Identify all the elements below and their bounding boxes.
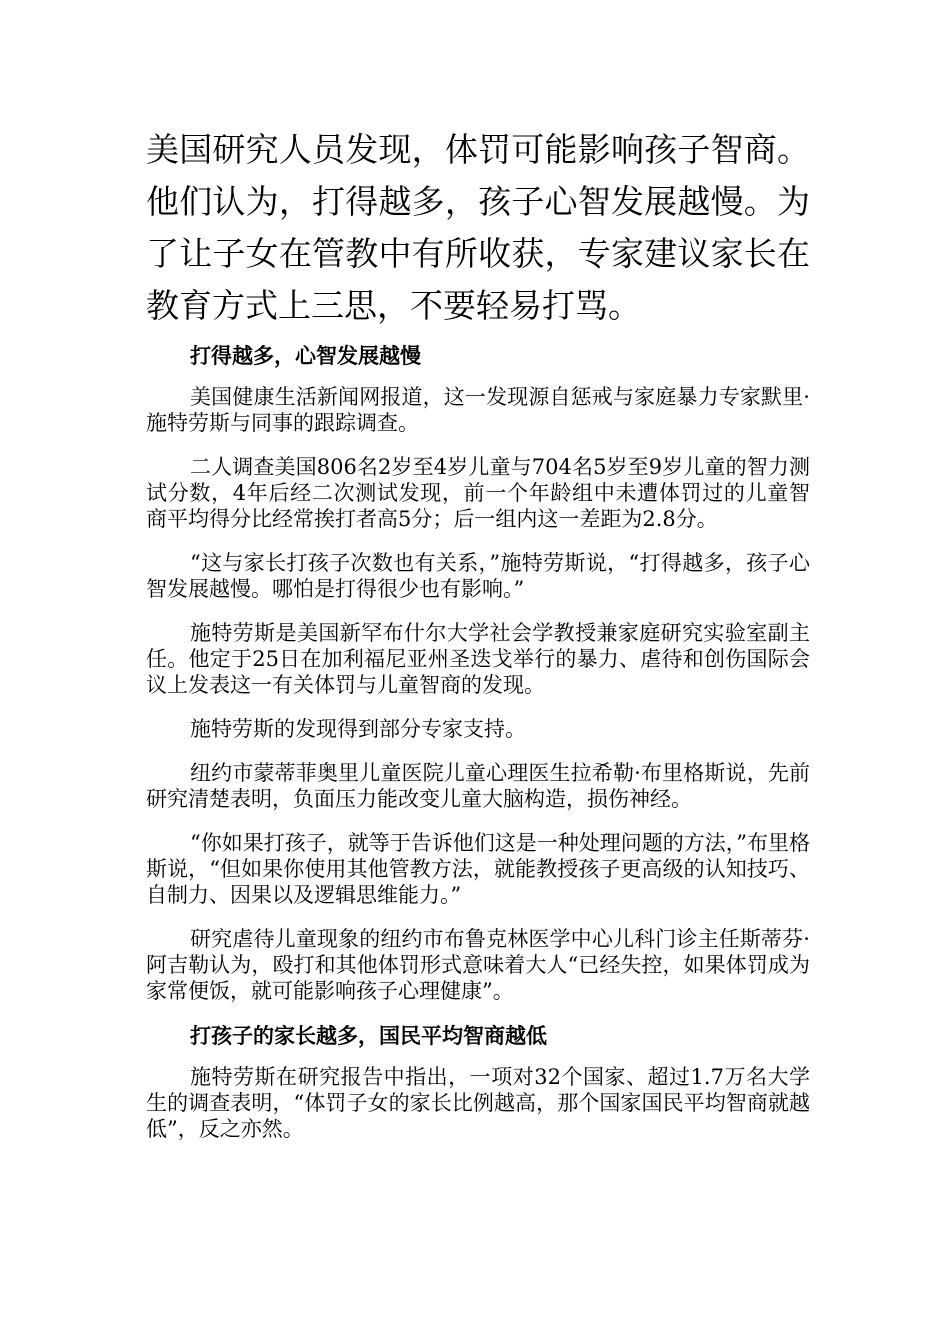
body-paragraph: 纽约市蒙蒂菲奥里儿童医院儿童心理医生拉希勒·布里格斯说，先前研究清楚表明，负面压力能改变儿童大脑构造，损伤神经。 <box>146 761 810 811</box>
article-body <box>146 336 810 1160</box>
body-paragraph: 美国健康生活新闻网报道，这一发现源自惩戒与家庭暴力专家默里·施特劳斯与同事的跟踪调查。 <box>146 385 810 435</box>
body-paragraph: 研究虐待儿童现象的纽约市布鲁克林医学中心儿科门诊主任斯蒂芬·阿吉勒认为，殴打和其他体罚形式意味着大人“已经失控，如果体罚成为家常便饭，就可能影响孩子心理健康”。 <box>146 927 810 1003</box>
body-paragraph: 施特劳斯是美国新罕布什尔大学社会学教授兼家庭研究实验室副主任。他定于25日在加利福尼亚州圣迭戈举行的暴力、虐待和创伤国际会议上发表这一有关体罚与儿童智商的发现。 <box>146 621 810 697</box>
body-paragraph: 二人调查美国806名2岁至4岁儿童与704名5岁至9岁儿童的智力测试分数，4年后经二次测试发现，前一个年龄组中未遭体罚过的儿童智商平均得分比经常挨打者高5分；后一组内这一差距为2.8分。 <box>146 455 810 531</box>
body-paragraph: “这与家长打孩子次数也有关系，”施特劳斯说，“打得越多，孩子心智发展越慢。哪怕是打得很少也有影响。” <box>146 551 810 601</box>
lead-paragraph: 美国研究人员发现，体罚可能影响孩子智商。他们认为，打得越多，孩子心智发展越慢。为了让子女在管教中有所收获，专家建议家长在教育方式上三思，不要轻易打骂。 <box>146 130 810 325</box>
section-heading: 打孩子的家长越多，国民平均智商越低 <box>190 1024 547 1048</box>
body-paragraph: “你如果打孩子，就等于告诉他们这是一种处理问题的方法，”布里格斯说，“但如果你使用其他管教方法，就能教授孩子更高级的认知技巧、自制力、因果以及逻辑思维能力。” <box>146 831 810 907</box>
body-paragraph: 施特劳斯的发现得到部分专家支持。 <box>190 717 526 741</box>
section-heading: 打得越多，心智发展越慢 <box>190 344 421 368</box>
body-paragraph: 施特劳斯在研究报告中指出，一项对32个国家、超过1.7万名大学生的调查表明，“体罚子女的家长比例越高，那个国家国民平均智商就越低”，反之亦然。 <box>146 1065 810 1141</box>
